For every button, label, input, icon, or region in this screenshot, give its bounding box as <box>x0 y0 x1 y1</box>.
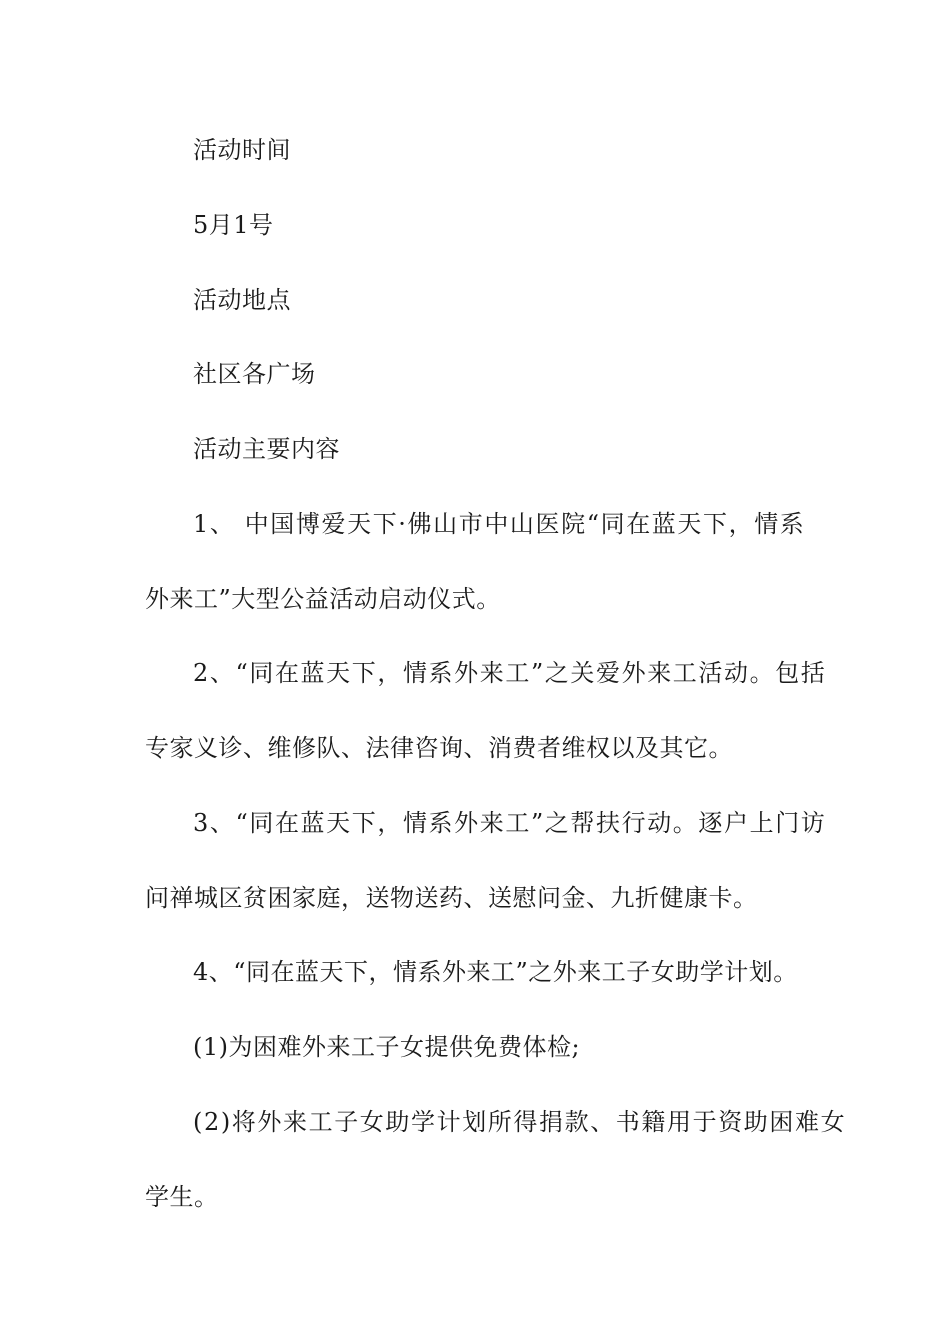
item-2-line-2: 专家义诊、维修队、法律咨询、消费者维权以及其它。 <box>145 734 733 762</box>
item-2-line-1: 2、“同在蓝天下，情系外来工”之关爱外来工活动。包括 <box>193 659 827 687</box>
item-4: 4、“同在蓝天下，情系外来工”之外来工子女助学计划。 <box>193 958 798 986</box>
heading-activity-location: 活动地点 <box>193 286 291 314</box>
activity-date: 5月1号 <box>193 211 274 239</box>
item-3-line-1: 3、“同在蓝天下，情系外来工”之帮扶行动。逐户上门访 <box>193 809 827 837</box>
item-3-line-2: 问禅城区贫困家庭，送物送药、送慰问金、九折健康卡。 <box>145 884 758 912</box>
item-1-line-2: 外来工”大型公益活动启动仪式。 <box>145 585 501 613</box>
heading-activity-time: 活动时间 <box>193 136 291 164</box>
activity-location: 社区各广场 <box>193 360 316 388</box>
item-4-sub-1: (1)为困难外来工子女提供免费体检; <box>193 1033 581 1061</box>
item-4-sub-2-line-2: 学生。 <box>145 1183 219 1211</box>
heading-main-content: 活动主要内容 <box>193 435 340 463</box>
item-1-line-1: 1、 中国博爱天下·佛山市中山医院“同在蓝天下，情系 <box>193 510 806 538</box>
item-4-sub-2-line-1: (2)将外来工子女助学计划所得捐款、书籍用于资助困难女 <box>193 1108 847 1136</box>
